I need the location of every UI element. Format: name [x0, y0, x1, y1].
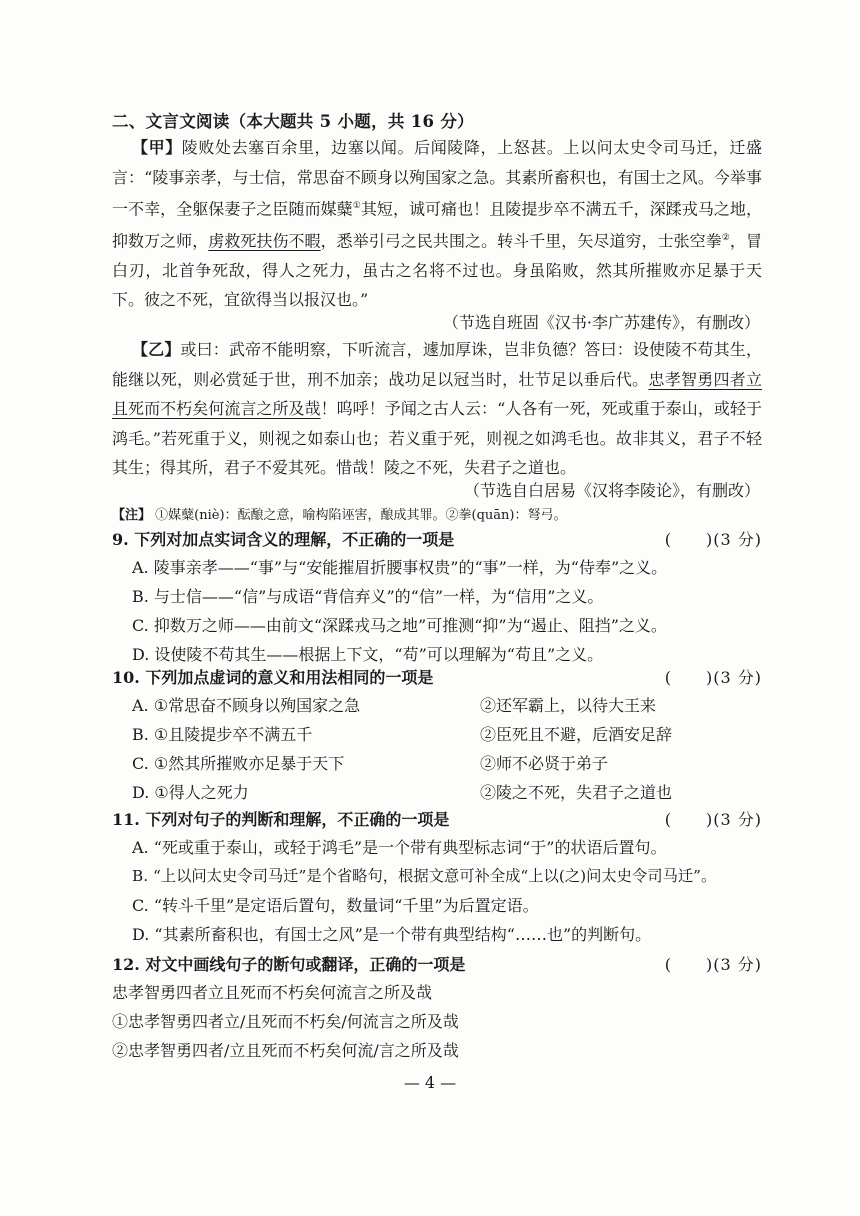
note-1-mark: ① — [352, 201, 361, 211]
passage-yi-text-1: 或曰：武帝不能明察，下听流言，遽加厚诛，岂非负德？答曰：设使陵不苟其生，能继以死，则必赏延于世，刑不加亲；战功足以冠当时，壮节足以垂后代。 — [112, 340, 762, 389]
option-10b — [112, 720, 762, 749]
notes-label: 【注】 — [112, 508, 152, 523]
question-10-score: ( )(3 分) — [664, 668, 762, 687]
option-9b: B. 与士信——“信”与成语“背信弃义”的“信”一样，为“信用”之义。 — [132, 587, 604, 606]
question-11-score: ( )(3 分) — [664, 810, 762, 829]
option-12-2: ②忠孝智勇四者/立且死而不朽矣何流/言之所及哉 — [112, 1041, 459, 1060]
option-10d-1: D. ①得人之死力 — [132, 783, 249, 802]
question-10-text: 10. 下列加点虚词的意义和用法相同的一项是 — [112, 668, 434, 687]
option-11b: B. “上以问太史令司马迁”是个省略句，根据文意可补全成“上以(之)问太史令司马迁”。 — [132, 867, 717, 885]
question-9 — [112, 527, 762, 669]
passage-jia — [112, 133, 762, 315]
option-9a: A. 陵事亲孝——“事”与“安能摧眉折腰事权贵”的“事”一样，为“侍奉”之义。 — [132, 558, 668, 577]
option-12-1: ①忠孝智勇四者立/且死而不朽矣/何流言之所及哉 — [112, 1012, 459, 1031]
passage-jia-text-3: ，悉举引弓之民共围之。转斗千里，矢尽道穷，士张空拳 — [320, 231, 722, 251]
page-number: — 4 — — [403, 1073, 457, 1092]
passage-jia-text-2: 其短，诚可痛也！且陵提步卒不满五千，深蹂戎马之地，抑数万之师， — [112, 199, 762, 251]
question-12 — [112, 952, 762, 1065]
option-10c — [112, 749, 762, 778]
question-12-score: ( )(3 分) — [664, 955, 762, 974]
option-10c-2: ②师不必贤于弟子 — [480, 754, 609, 773]
section-title: 二、文言文阅读（本大题共 5 小题，共 16 分） — [112, 112, 474, 131]
passage-yi-text-2: ！呜呼！予闻之古人云：“人各有一死，死或重于泰山，或轻于鸿毛。”若死重于义，则视之如泰山也；若义重于死，则视之如鸿毛也。故非其义，君子不轻其生；得其所，君子不爱其死。惜哉！陵之不死，失君子之道也。 — [112, 399, 762, 477]
option-10d-2: ②陵之不死，失君子之道也 — [480, 783, 673, 802]
question-12-text: 12. 对文中画线句子的断句或翻译，正确的一项是 — [112, 955, 466, 974]
option-10d — [112, 778, 762, 807]
option-10b-2: ②臣死且不避，卮酒安足辞 — [480, 725, 673, 744]
option-9c: C. 抑数万之师——由前文“深蹂戎马之地”可推测“抑”为“遏止、阻挡”之义。 — [132, 616, 667, 635]
question-9-stem — [112, 527, 762, 553]
note-2-mark: ② — [721, 232, 730, 243]
option-10a-1: A. ①常思奋不顾身以殉国家之急 — [132, 696, 361, 715]
question-10 — [112, 665, 762, 807]
notes-text: ①媒糵(niè)：酝酿之意，喻构陷诬害，酿成其罪。②拳(quān)：弩弓。 — [151, 508, 567, 523]
option-10a-2: ②还军霸上，以待大王来 — [480, 696, 657, 715]
option-11d: D. “其素所畜积也，有国士之风”是一个带有典型结构“……也”的判断句。 — [132, 925, 652, 944]
question-12-stem — [112, 952, 762, 978]
notes — [112, 504, 566, 523]
question-11-text: 11. 下列对句子的判断和理解，不正确的一项是 — [112, 810, 450, 829]
option-9d: D. 设使陵不苟其生——根据上下文，“苟”可以理解为“苟且”之义。 — [132, 645, 604, 664]
passage-yi — [112, 335, 762, 483]
passage-jia-tag: 【甲】 — [132, 138, 182, 157]
option-10a — [112, 691, 762, 720]
question-12-sentence: 忠孝智勇四者立且死而不朽矣何流言之所及哉 — [112, 983, 433, 1002]
option-10c-1: C. ①然其所摧败亦足暴于天下 — [132, 754, 345, 773]
question-11 — [112, 807, 762, 949]
passage-yi-tag: 【乙】 — [132, 340, 181, 359]
question-9-text: 9. 下列对加点实词含义的理解，不正确的一项是 — [112, 530, 455, 549]
question-11-stem — [112, 807, 762, 833]
question-10-stem — [112, 665, 762, 691]
passage-jia-text-4: ，冒白刃，北首争死敌，得人之死力，虽古之名将不过也。身虽陷败，然其所摧败亦足暴于天下。彼之不死，宜欲得当以报汉也。” — [112, 231, 762, 310]
underlined-sentence-yi: 忠孝智勇四者立且死而不朽矣何流言之所及哉 — [112, 369, 762, 418]
source-yi: （节选自白居易《汉将李陵论》，有删改） — [463, 481, 760, 500]
source-jia: （节选自班固《汉书·李广苏建传》，有删改） — [442, 313, 760, 332]
passage-jia-text-1: 陵败处去塞百余里，边塞以闻。后闻陵降，上怒甚。上以问太史令司马迁，迁盛言：“陵事亲孝，与士信，常思奋不顾身以殉国家之急。其素所畜积也，有国士之风。今举事一不幸，全躯保妻子之臣随而媒糵 — [112, 138, 762, 219]
option-11a: A. “死或重于泰山，或轻于鸿毛”是一个带有典型标志词“于”的状语后置句。 — [132, 838, 667, 857]
option-11c: C. “转斗千里”是定语后置句，数量词“千里”为后置定语。 — [132, 896, 539, 915]
option-10b-1: B. ①且陵提步卒不满五千 — [132, 725, 313, 744]
underlined-phrase-jia: 虏救死扶伤不暇 — [208, 231, 321, 251]
question-9-score: ( )(3 分) — [664, 530, 762, 549]
